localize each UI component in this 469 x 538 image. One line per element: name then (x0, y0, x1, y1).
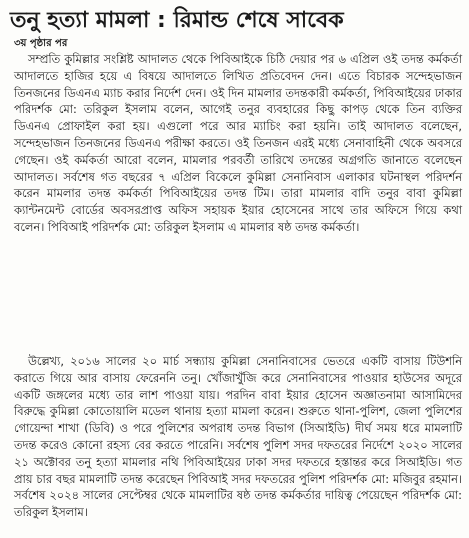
article-paragraph-2: উল্লেখ্য, ২০১৬ সালের ২০ মার্চ সন্ধ্যায় কুমিল্লা সেনানিবাসের ভেতরে একটি বাসায় টিউশনি করাতে গিয়ে আর বাসায় ফেরেননি তনু। খোঁজাখুঁজি করে সেনানিবাসের পাওয়ার হাউসের অদূরে একটি জঙ্গলের মধ্যে তার লাশ পাওয়া যায়। পরদিন বাবা ইয়ার হোসেন অজ্ঞাতনামা আসামিদের বিরুদ্ধে কুমিল্লা কোতোয়ালি মডেল থানায় হত্যা মামলা করেন। শুরুতে থানা-পুলিশ, জেলা পুলিশের গোয়েন্দা শাখা (ডিবি) ও পরে পুলিশের অপরাধ তদন্ত বিভাগ (সিআইডি) দীর্ঘ সময় ধরে মামলাটি তদন্ত করেও কোনো রহস্য বের করতে পারেনি। সর্বশেষ পুলিশ সদর দফতরের নির্দেশে ২০২০ সালের ২১ অক্টোবর তনু হত্যা মামলার নথি পিবিআইয়ের ঢাকা সদর দফতরে হস্তান্তর করে সিআইডি। গত প্রায় চার বছর মামলাটি তদন্ত করেছেন পিবিআই সদর দফতরের পুলিশ পরিদর্শক মো: মজিবুর রহমান। সর্বশেষ ২০২৪ সালের সেপ্টেম্বর থেকে মামলাটির ষষ্ঠ তদন্ত কর্মকর্তার দায়িত্ব পেয়েছেন পরিদর্শক মো: তরিকুল ইসলাম। (14, 354, 462, 520)
continued-from-page-label: ৩য় পৃষ্ঠার পর (14, 38, 68, 49)
article-paragraph-1: সম্প্রতি কুমিল্লার সংশ্লিষ্ট আদালত থেকে পিবিআইকে চিঠি দেয়ার পর ৬ এপ্রিল ওই তদন্ত কর্মকর্তা আদালতে হাজির হয়ে এ বিষয়ে আদালতে লিখিত প্রতিবেদন দেন। এতে বিচারক সন্দেহভাজন তিনজনের ডিএনএ ম্যাচ করার নির্দেশ দেন। ওই দিন মামলার তদন্তকারী কর্মকর্তা, পিবিআইয়ের ঢাকার পরিদর্শক মো: তরিকুল ইসলাম বলেন, আগেই তনুর ব্যবহারের কিছু কাপড় থেকে তিন ব্যক্তির ডিএনএ প্রোফাইল করা হয়। এগুলো পরে আর ম্যাচিং করা হয়নি। তাই আদালত বলেছেন, সন্দেহভাজন তিনজনের ডিএনএ পরীক্ষা করতে। ওই তিনজন এরই মধ্যে সেনাবাহিনী থেকে অবসরে গেছেন। ওই কর্মকর্তা আরো বলেন, মামলার পরবর্তী তারিখে তদন্তের অগ্রগতি জানাতে বলেছেন আদালত। সর্বশেষ গত বছরের ৭ এপ্রিল বিকেলে কুমিল্লা সেনানিবাস এলাকার ঘটনাস্থল পরিদর্শন করেন মামলার তদন্ত কর্মকর্তা পিবিআইয়ের তদন্ত টিম। তারা মামলার বাদি তনুর বাবা কুমিল্লা ক্যান্টনমেন্ট বোর্ডের অবসরপ্রাপ্ত অফিস সহায়ক ইয়ার হোসেনের সাথে তার অফিসে গিয়ে কথা বলেন। পিবিআই পরিদর্শক মো: তরিকুল ইসলাম এ মামলার ষষ্ঠ তদন্ত কর্মকর্তা। (14, 52, 462, 234)
headline: তনু হত্যা মামলা : রিমান্ড শেষে সাবেক (10, 8, 344, 33)
